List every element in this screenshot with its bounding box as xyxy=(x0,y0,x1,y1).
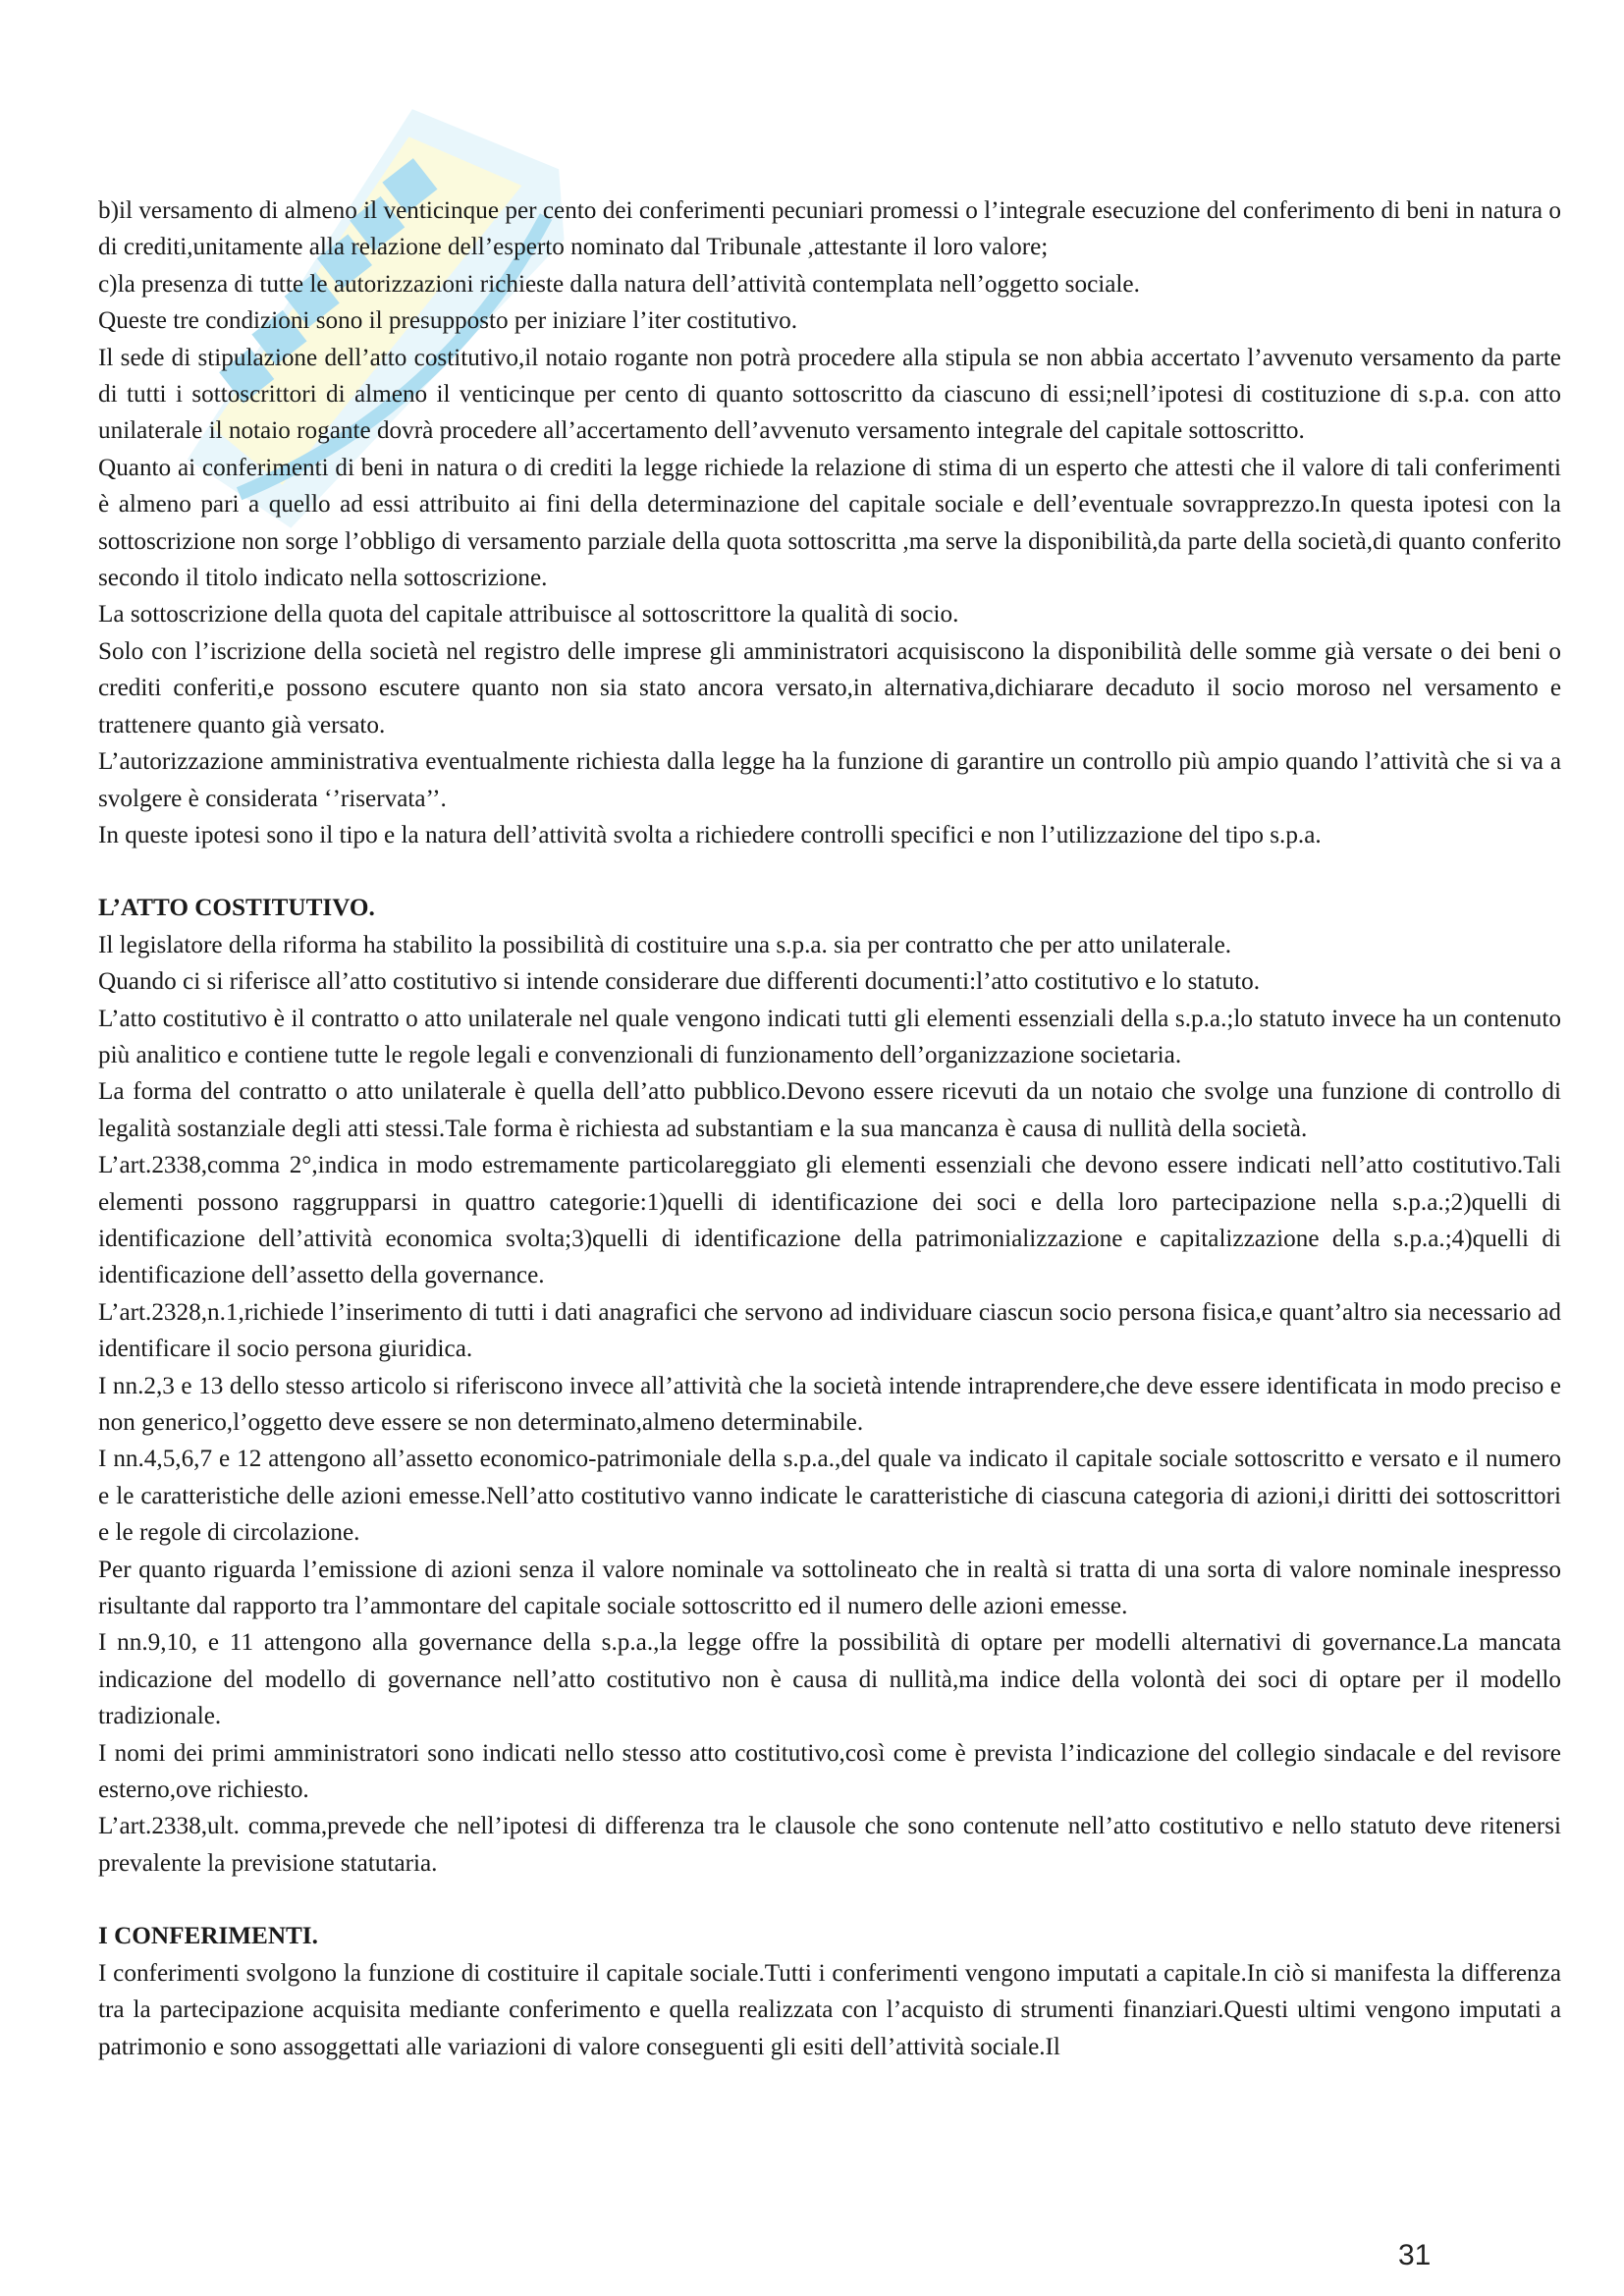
section-heading: I CONFERIMENTI. xyxy=(98,1923,318,1950)
paragraph: L’art.2328,n.1,richiede l’inserimento di tutti i dati anagrafici che servono ad individuare ciascun socio persona fisica,e quant’altro sia necessario ad identificare il socio persona giuridica. xyxy=(98,1298,1561,1363)
paragraph: Queste tre condizioni sono il presupposto per iniziare l’iter costitutivo. xyxy=(98,307,798,335)
paragraph: I nn.2,3 e 13 dello stesso articolo si riferiscono invece all’attività che la società intende intraprendere,che deve essere identificata in modo preciso e non generico,l’oggetto deve essere se non determinato,almeno determinabile. xyxy=(98,1372,1561,1436)
intro-block xyxy=(98,192,1561,853)
paragraph: La forma del contratto o atto unilaterale è quella dell’atto pubblico.Devono essere ricevuti da un notaio che svolge una funzione di controllo di legalità sostanziale degli atti stessi.Tale forma è richiesta ad substantiam e la sua mancanza è causa di nullità della società. xyxy=(98,1078,1561,1142)
paragraph: Il legislatore della riforma ha stabilito la possibilità di costituire una s.p.a. sia per contratto che per atto unilaterale. xyxy=(98,931,1232,958)
paragraph: Il sede di stipulazione dell’atto costitutivo,il notaio rogante non potrà procedere alla stipula se non abbia accertato l’avvenuto versamento da parte di tutti i sottoscrittori di almeno il venticinque per cento di quanto sottoscritto da ciascuno di essi;nell’ipotesi di costituzione di s.p.a. con atto unilaterale il notaio rogante dovrà procedere all’accertamento dell’avvenuto versamento integrale del capitale sottoscritto. xyxy=(98,344,1561,445)
page-number: 31 xyxy=(1398,2239,1432,2271)
paragraph: b)il versamento di almeno il venticinque per cento dei conferimenti pecuniari promessi o l’integrale esecuzione del conferimento di beni in natura o di crediti,unitamente alla relazione dell’esperto nominato dal Tribunale ,attestante il loro valore; xyxy=(98,197,1561,261)
paragraph: Solo con l’iscrizione della società nel registro delle imprese gli amministratori acquisiscono la disponibilità delle somme già versate o dei beni o crediti conferiti,e possono escutere quanto non sia stato ancora versato,in alternativa,dichiarare decaduto il socio moroso nel versamento e trattenere quanto già versato. xyxy=(98,637,1561,738)
paragraph: In queste ipotesi sono il tipo e la natura dell’attività svolta a richiedere controlli specifici e non l’utilizzazione del tipo s.p.a. xyxy=(98,821,1322,848)
paragraph: Quando ci si riferisce all’atto costitutivo si intende considerare due differenti documenti:l’atto costitutivo e lo statuto. xyxy=(98,968,1261,996)
paragraph: L’autorizzazione amministrativa eventualmente richiesta dalla legge ha la funzione di garantire un controllo più ampio quando l’attività che si va a svolgere è considerata ‘’riservata’’. xyxy=(98,748,1561,812)
paragraph: I conferimenti svolgono la funzione di costituire il capitale sociale.Tutti i conferimenti vengono imputati a capitale.In ciò si manifesta la differenza tra la partecipazione acquisita mediante conferimento e quella realizzata con l’acquisto di strumenti finanziari.Questi ultimi vengono imputati a patrimonio e sono assoggettati alle variazioni di valore conseguenti gli esiti dell’attività sociale.Il xyxy=(98,1959,1561,2060)
paragraph: La sottoscrizione della quota del capitale attribuisce al sottoscrittore la qualità di socio. xyxy=(98,601,959,629)
paragraph: L’art.2338,comma 2°,indica in modo estremamente particolareggiato gli elementi essenziali che devono essere indicati nell’atto costitutivo.Tali elementi possono raggrupparsi in quattro categorie:1)quelli di identificazione dei soci e della loro partecipazione nella s.p.a.;2)quelli di identificazione dell’attività economica svolta;3)quelli di identificazione della patrimonializzazione e capitalizzazione della s.p.a.;4)quelli di identificazione dell’assetto della governance. xyxy=(98,1152,1561,1289)
paragraph: Quanto ai conferimenti di beni in natura o di crediti la legge richiede la relazione di stima di un esperto che attesti che il valore di tali conferimenti è almeno pari a quello ad essi attribuito ai fini della determinazione del capitale sociale e dell’eventuale sovrapprezzo.In questa ipotesi con la sottoscrizione non sorge l’obbligo di versamento parziale della quota sottoscritta ,ma serve la disponibilità,da parte della società,di quanto conferito secondo il titolo indicato nella sottoscrizione. xyxy=(98,454,1561,592)
document-body xyxy=(98,192,1561,2065)
paragraph: I nomi dei primi amministratori sono indicati nello stesso atto costitutivo,così come è prevista l’indicazione del collegio sindacale e del revisore esterno,ove richiesto. xyxy=(98,1739,1561,1804)
paragraph: I nn.4,5,6,7 e 12 attengono all’assetto economico-patrimoniale della s.p.a.,del quale va indicato il capitale sociale sottoscritto e versato e il numero e le caratteristiche delle azioni emesse.Nell’atto costitutivo vanno indicate le caratteristiche di ciascuna categoria di azioni,i diritti dei sottoscrittori e le regole di circolazione. xyxy=(98,1446,1561,1547)
section-conferimenti xyxy=(98,1918,1561,2065)
paragraph: L’art.2338,ult. comma,prevede che nell’ipotesi di differenza tra le clausole che sono contenute nell’atto costitutivo e nello statuto deve ritenersi prevalente la previsione statutaria. xyxy=(98,1813,1561,1877)
paragraph: c)la presenza di tutte le autorizzazioni richieste dalla natura dell’attività contemplata nell’oggetto sociale. xyxy=(98,270,1140,298)
paragraph: L’atto costitutivo è il contratto o atto unilaterale nel quale vengono indicati tutti gli elementi essenziali della s.p.a.;lo statuto invece ha un contenuto più analitico e contiene tutte le regole legali e convenzionali di funzionamento dell’organizzazione societaria. xyxy=(98,1005,1561,1068)
paragraph: Per quanto riguarda l’emissione di azioni senza il valore nominale va sottolineato che in realtà si tratta di una sorta di valore nominale inespresso risultante dal rapporto tra l’ammontare del capitale sociale sottoscritto ed il numero delle azioni emesse. xyxy=(98,1556,1561,1620)
section-atto-costitutivo xyxy=(98,890,1561,1882)
section-heading: L’ATTO COSTITUTIVO. xyxy=(98,895,375,922)
paragraph: I nn.9,10, e 11 attengono alla governance della s.p.a.,la legge offre la possibilità di optare per modelli alternativi di governance.La mancata indicazione del modello di governance nell’atto costitutivo non è causa di nullità,ma indice della volontà dei soci di optare per il modello tradizionale. xyxy=(98,1629,1561,1730)
